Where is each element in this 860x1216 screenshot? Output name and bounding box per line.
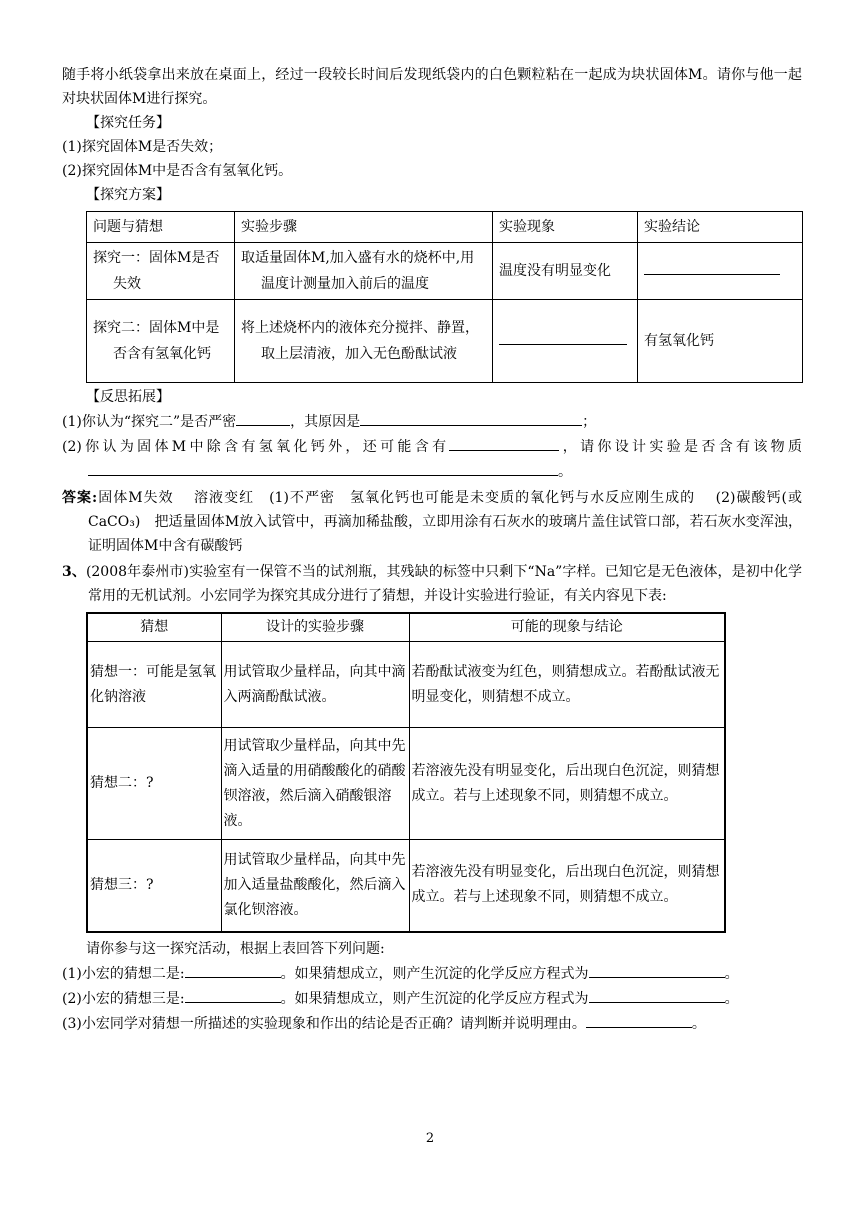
question-3-2: (2)小宏的猜想三是: 。如果猜想成立，则产生沉淀的化学反应方程式为 。 <box>62 986 802 1011</box>
page-content <box>62 63 802 1036</box>
q3-2-blank-b[interactable] <box>589 986 725 1003</box>
page-number: 2 <box>425 1131 435 1146</box>
row1-phenomenon: 温度没有明显变化 <box>493 243 638 300</box>
row2-phenomenon-blank[interactable] <box>493 300 638 383</box>
header-result: 可能的现象与结论 <box>409 613 725 642</box>
q3-2-blank-a[interactable] <box>185 986 281 1003</box>
header-phenomenon: 实验现象 <box>493 212 638 243</box>
plan-table <box>86 211 803 383</box>
guess-3: 猜想三：? <box>87 840 221 932</box>
question-3 <box>62 560 802 608</box>
reflect-heading: 【反思拓展】 <box>86 389 170 405</box>
row2-steps: 将上述烧杯内的液体充分搅拌、静置，取上层清液，加入无色酚酞试液 <box>235 300 493 383</box>
guess-1: 猜想一：可能是氢氧化钠溶液 <box>87 642 221 728</box>
guess-1-result: 若酚酞试液变为红色，则猜想成立。若酚酞试液无明显变化，则猜想不成立。 <box>409 642 725 728</box>
guess-3-step: 用试管取少量样品，向其中先加入适量盐酸酸化，然后滴入氯化钡溶液。 <box>221 840 409 932</box>
task-item-2: (2)探究固体M中是否含有氢氧化钙。 <box>62 163 293 179</box>
reflect-question-1: (1)你认为“探究二”是否严密 ，其原因是 ； <box>62 409 802 434</box>
plan-table-row <box>87 243 803 300</box>
answer-label: 答案: <box>62 490 98 506</box>
reflect-2-blank-b[interactable] <box>88 459 558 476</box>
reflect-1-blank-b[interactable] <box>360 409 582 426</box>
task-item-1: (1)探究固体M是否失效； <box>62 139 223 155</box>
header-design: 设计的实验步骤 <box>221 613 409 642</box>
task-heading: 【探究任务】 <box>86 115 170 131</box>
guess-2-step: 用试管取少量样品，向其中先滴入适量的用硝酸酸化的硝酸钡溶液，然后滴入硝酸银溶液。 <box>221 728 409 840</box>
question-3-text: (2008年泰州市)实验室有一保管不当的试剂瓶，其残缺的标签中只剩下“Na”字样。已知它是无色液体，是初中化学常用的无机试剂。小宏同学为探究其成分进行了猜想，并设计实验进行验证，有关内容见下表: <box>85 564 802 604</box>
reflect-1-blank-a[interactable] <box>236 409 290 426</box>
guess-table <box>86 612 726 933</box>
plan-table-header <box>87 212 803 243</box>
row1-conclusion-blank[interactable] <box>638 243 803 300</box>
answer-paragraph <box>62 486 802 558</box>
q3-3-blank[interactable] <box>586 1011 692 1028</box>
q3-1-blank-a[interactable] <box>185 961 281 978</box>
header-guess: 猜想 <box>87 613 221 642</box>
guess-table-row <box>87 840 725 932</box>
plan-heading: 【探究方案】 <box>86 187 170 203</box>
question-3-prompt: 请你参与这一探究活动，根据上表回答下列问题: <box>86 940 385 957</box>
row2-question: 探究二：固体M中是否含有氢氧化钙 <box>87 300 235 383</box>
guess-2-result: 若溶液先没有明显变化，后出现白色沉淀，则猜想成立。若与上述现象不同，则猜想不成立。 <box>409 728 725 840</box>
question-3-3: (3)小宏同学对猜想一所描述的实验现象和作出的结论是否正确？请判断并说明理由。 。 <box>62 1011 802 1036</box>
row1-question: 探究一：固体M是否失效 <box>87 243 235 300</box>
intro-paragraph: 随手将小纸袋拿出来放在桌面上，经过一段较长时间后发现纸袋内的白色颗粒粘在一起成为块状固体M。请你与他一起对块状固体M进行探究。 <box>62 67 802 107</box>
guess-table-row <box>87 642 725 728</box>
header-conclusion: 实验结论 <box>638 212 803 243</box>
reflect-2-blank-a[interactable] <box>449 434 559 451</box>
guess-3-result: 若溶液先没有明显变化，后出现白色沉淀，则猜想成立。若与上述现象不同，则猜想不成立。 <box>409 840 725 932</box>
header-steps: 实验步骤 <box>235 212 493 243</box>
question-3-1: (1)小宏的猜想二是: 。如果猜想成立，则产生沉淀的化学反应方程式为 。 <box>62 961 802 986</box>
guess-table-row <box>87 728 725 840</box>
row1-steps: 取适量固体M,加入盛有水的烧杯中,用温度计测量加入前后的温度 <box>235 243 493 300</box>
answer-text: 固体M失效 溶液变红 (1)不严密 氢氧化钙也可能是未变质的氧化钙与水反应刚生成的 (2)碳酸钙(或CaCO₃) 把适量固体M放入试管中，再滴加稀盐酸，立即用涂有石灰水的玻璃片盖住试管口部，若石灰水变浑浊，证明固体M中含有碳酸钙 <box>88 490 802 554</box>
q3-1-blank-b[interactable] <box>589 961 725 978</box>
plan-table-row <box>87 300 803 383</box>
guess-table-header <box>87 613 725 642</box>
reflect-question-2: (2)你认为固体M中除含有氢氧化钙外，还可能含有 ，请你设计实验是否含有该物质。 <box>62 434 802 484</box>
guess-1-step: 用试管取少量样品，向其中滴入两滴酚酞试液。 <box>221 642 409 728</box>
question-3-number: 3、 <box>62 564 86 580</box>
header-question: 问题与猜想 <box>87 212 235 243</box>
row2-conclusion: 有氢氧化钙 <box>638 300 803 383</box>
guess-2: 猜想二：? <box>87 728 221 840</box>
